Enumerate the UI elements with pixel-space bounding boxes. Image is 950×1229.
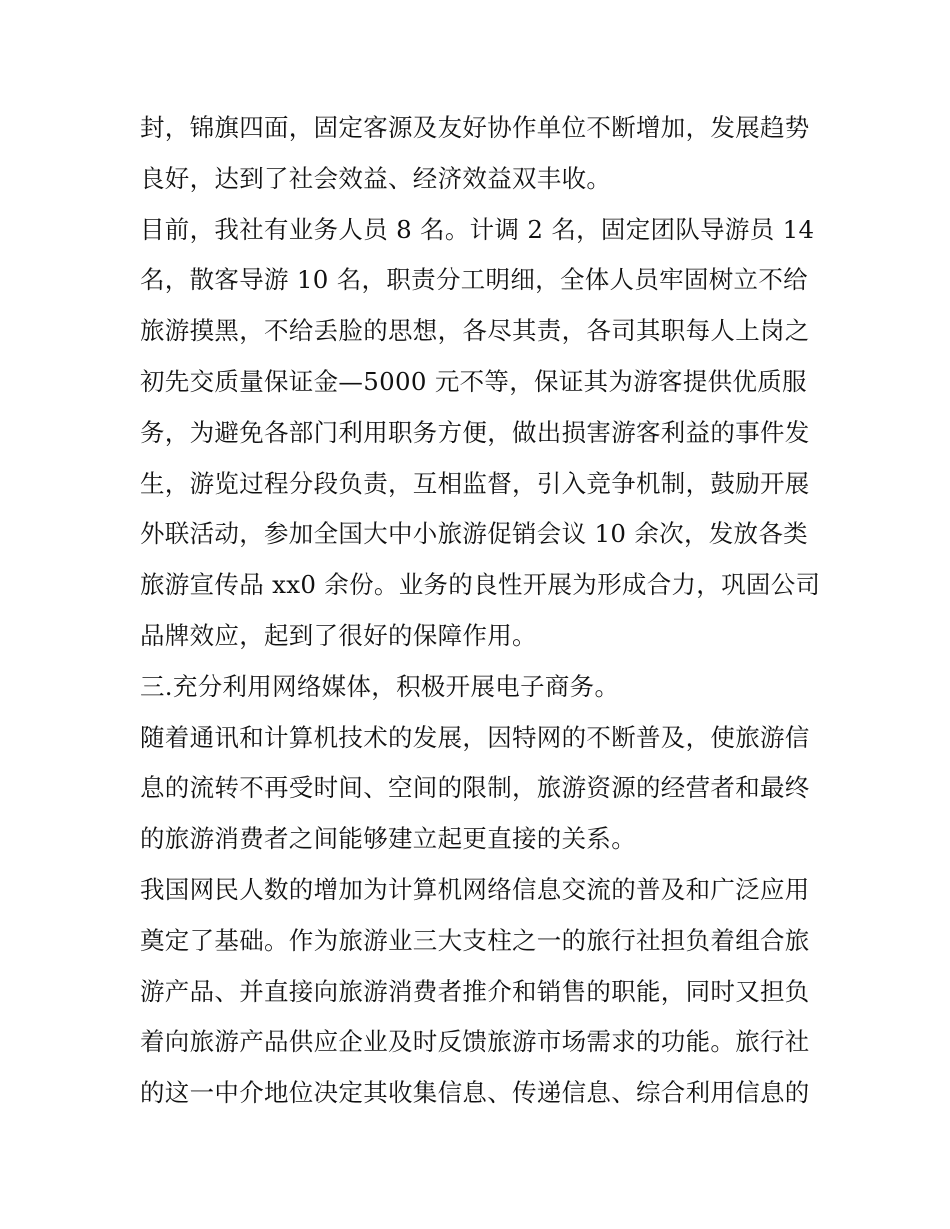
text-line: 目前，我社有业务人员 8 名。计调 2 名，固定团队导游员 14 bbox=[140, 214, 815, 244]
text-line: 良好，达到了社会效益、经济效益双丰收。 bbox=[140, 163, 612, 193]
text-line: 奠定了基础。作为旅游业三大支柱之一的旅行社担负着组合旅 bbox=[140, 925, 810, 955]
text-line: 外联活动，参加全国大中小旅游促销会议 10 余次，发放各类 bbox=[140, 519, 808, 549]
text-line: 旅游摸黑，不给丢脸的思想，各尽其责，各司其职每人上岗之 bbox=[140, 316, 810, 346]
text-line: 旅游宣传品 xx0 余份。业务的良性开展为形成合力，巩固公司 bbox=[140, 570, 821, 600]
text-line: 封，锦旗四面，固定客源及友好协作单位不断增加，发展趋势 bbox=[140, 113, 810, 142]
text-line: 的旅游消费者之间能够建立起更直接的关系。 bbox=[140, 824, 636, 854]
text-line: 随着通讯和计算机技术的发展，因特网的不断普及，使旅游信 bbox=[140, 722, 810, 752]
section-heading: 三.充分利用网络媒体，积极开展电子商务。 bbox=[140, 671, 620, 701]
text-line: 游产品、并直接向旅游消费者推介和销售的职能，同时又担负 bbox=[140, 976, 810, 1006]
text-line: 我国网民人数的增加为计算机网络信息交流的普及和广泛应用 bbox=[140, 874, 810, 904]
text-line: 生，游览过程分段负责，互相监督，引入竞争机制，鼓励开展 bbox=[140, 468, 810, 498]
text-line: 的这一中介地位决定其收集信息、传递信息、综合利用信息的 bbox=[140, 1078, 810, 1108]
text-line: 品牌效应，起到了很好的保障作用。 bbox=[140, 620, 537, 650]
text-line: 息的流转不再受时间、空间的限制，旅游资源的经营者和最终 bbox=[140, 773, 810, 803]
body-text bbox=[140, 103, 821, 1119]
text-line: 名，散客导游 10 名，职责分工明细，全体人员牢固树立不给 bbox=[140, 265, 808, 295]
text-line: 务，为避免各部门利用职务方便，做出损害游客利益的事件发 bbox=[140, 417, 810, 447]
text-line: 着向旅游产品供应企业及时反馈旅游市场需求的功能。旅行社 bbox=[140, 1027, 810, 1057]
text-line: 初先交质量保证金—5000 元不等，保证其为游客提供优质服 bbox=[140, 366, 807, 396]
